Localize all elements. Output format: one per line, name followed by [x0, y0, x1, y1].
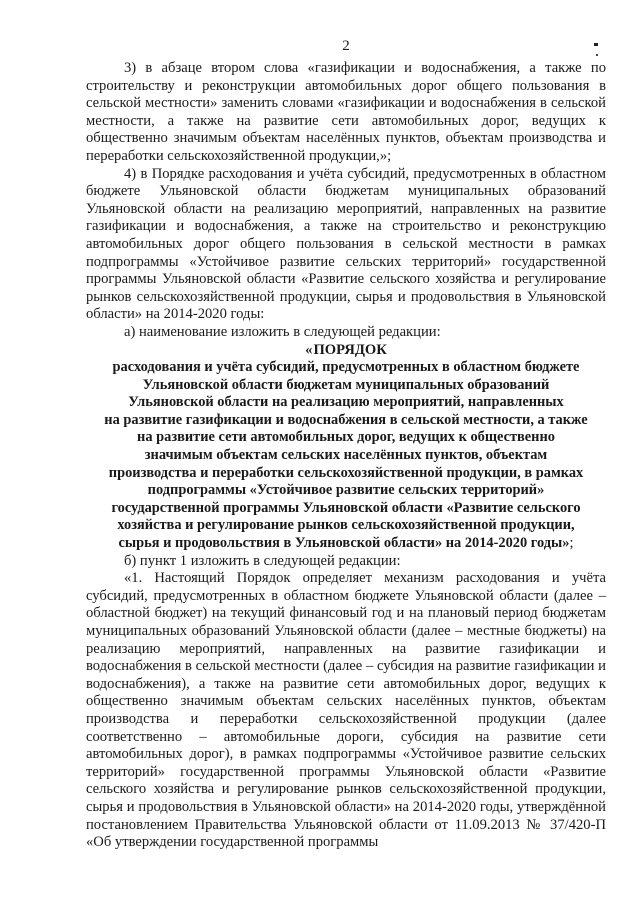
title-semicolon: ;: [569, 535, 574, 552]
paragraph-3: 3) в абзаце втором слова «газификации и водоснабжения, а также по строительству и реконструкции автомобильных дорог общего пользования в сельской местности» заменить словами «газификации и водоснабжения в сельской местности, а также на развитие сети автомобильных дорог, ведущих к общественно значимым объектам населённых пунктов, объектам производства и переработки сельскохозяйственной продукции,»;: [86, 60, 606, 164]
title-line: значимым объектам сельских населённых пунктов, объектам: [144, 447, 548, 464]
title-line: Ульяновской области на реализацию мероприятий, направленных: [128, 394, 564, 411]
title-line: хозяйства и регулирование рынков сельскохозяйственной продукции,: [117, 517, 575, 534]
paragraph-4: 4) в Порядке расходования и учёта субсидий, предусмотренных в областном бюджете Ульяновской области бюджетам муниципальных образований Ульяновской области на реализацию мероприятий, направленных на развитие газификации и водоснабжения, а также на строительство и реконструкцию автомобильных дорог общего пользования в сельской местности в рамках подпрограммы «Устойчивое развитие сельских территорий» государственной программы Ульяновской области «Развитие сельского хозяйства и регулирование рынков сельскохозяйственной продукции, сырья и продовольствия в Ульяновской области» на 2014-2020 годы:: [86, 165, 606, 323]
title-line: государственной программы Ульяновской области «Развитие сельского: [111, 499, 581, 516]
title-last-line-text: сырья и продовольствия в Ульяновской области» на 2014-2020 годы»: [118, 535, 570, 552]
document-body: [86, 60, 606, 852]
title-open-quote: «: [305, 341, 313, 358]
subparagraph-a: а) наименование изложить в следующей редакции:: [124, 323, 441, 340]
paragraph-point-1: «1. Настоящий Порядок определяет механизм расходования и учёта субсидий, предусмотренных в областном бюджете Ульяновской области (далее – областной бюджет) на текущий финансовый год и на плановый период бюджетам муниципальных образований Ульяновской области (далее – местные бюджеты) на реализацию мероприятий, направленных на развитие газификации и водоснабжения в сельской местности (далее – субсидия на развитие газификации и водоснабжения), а также на развитие сети автомобильных дорог, ведущих к общественно значимым объектам сельских населённых пунктов, объектам производства и переработки сельскохозяйственной продукции (далее соответственно – автомобильные дороги, субсидия на развитие сети автомобильных дорог), в рамках подпрограммы «Устойчивое развитие сельских территорий» государственной программы Ульяновской области «Развитие сельского хозяйства и регулирование рынков сельскохозяйственной продукции, сырья и продовольствия в Ульяновской области» на 2014-2020 годы, утверждённой постановлением Правительства Ульяновской области от 11.09.2013 № 37/420-П «Об утверждении государственной программы: [86, 570, 606, 851]
title-line: производства и переработки сельскохозяйственной продукции, в рамках: [108, 464, 584, 481]
title-line: Ульяновской области бюджетам муниципальных образований: [142, 376, 550, 393]
title-last-line: [86, 535, 606, 553]
page-number: 2: [342, 38, 350, 54]
order-title-head: [86, 342, 606, 360]
scan-mark: [596, 54, 598, 56]
order-title: [86, 342, 606, 553]
title-line: подпрограммы «Устойчивое развитие сельских территорий»: [147, 482, 545, 499]
title-line: на развитие газификации и водоснабжения в сельской местности, а также: [104, 411, 588, 428]
title-line: на развитие сети автомобильных дорог, ведущих к общественно: [137, 429, 555, 446]
subparagraph-b: б) пункт 1 изложить в следующей редакции:: [124, 552, 401, 569]
title-head-word: ПОРЯДОК: [313, 341, 387, 358]
title-line: расходования и учёта субсидий, предусмотренных в областном бюджете: [112, 359, 580, 376]
scan-mark: [594, 43, 598, 46]
